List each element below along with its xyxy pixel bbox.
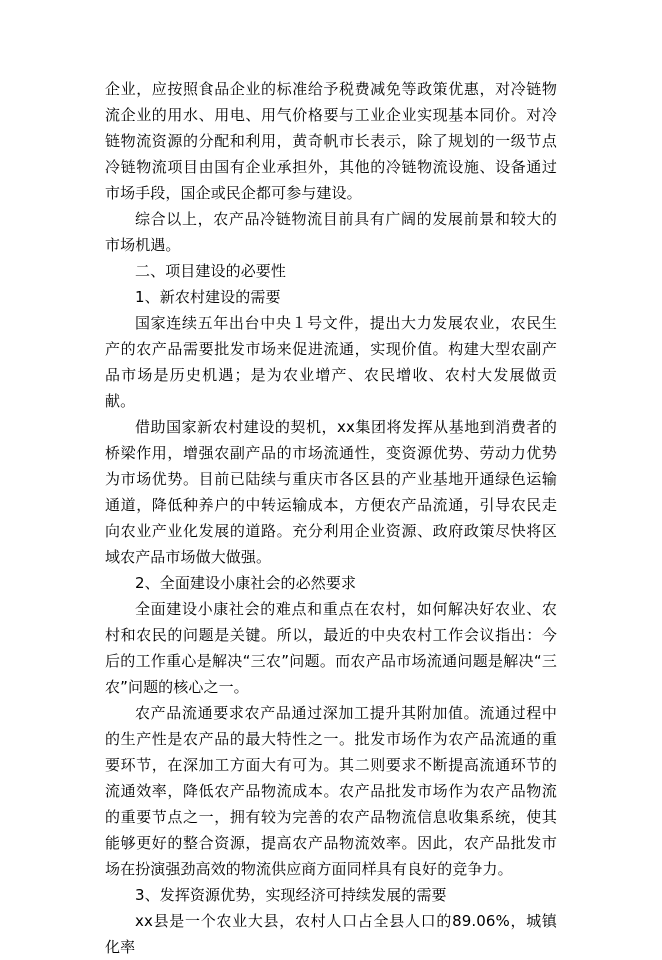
paragraph-summary: 综合以上，农产品冷链物流目前具有广阔的发展前景和较大的市场机遇。 [105,210,557,254]
paragraph-three-rural-issues: 全面建设小康社会的难点和重点在农村，如何解决好农业、农村和农民的问题是关键。所以，最近的中央农村工作会议指出：今后的工作重心是解决“三农”问题。而农产品市场流通问题是解决“三农”问题的核心之一。 [105,600,557,696]
paragraph-circulation-requirements: 农产品流通要求农产品通过深加工提升其附加值。流通过程中的生产性是农产品的最大特性之一。批发市场作为农产品流通的重要环节，在深加工方面大有可为。其二则要求不断提高流通环节的流通效率，降低农产品物流成本。农产品批发市场作为农产品物流的重要节点之一，拥有较为完善的农产品物流信息收集系统，使其能够更好的整合资源，提高农产品物流效率。因此，农产品批发市场在扮演强劲高效的物流供应商方面同样具有良好的竞争力。 [105,704,557,878]
subheading-resource-advantage: 3、发挥资源优势，实现经济可持续发展的需要 [135,886,447,904]
paragraph-continuation: 企业，应按照食品企业的标准给予税费减免等政策优惠，对冷链物流企业的用水、用电、用气价格要与工业企业实现基本同价。对冷链物流资源的分配和利用，黄奇帆市长表示，除了规划的一级节点冷链物流项目由国有企业承担外，其他的冷链物流设施、设备通过市场手段，国企或民企都可参与建设。 [105,80,557,202]
subheading-xiaokang: 2、全面建设小康社会的必然要求 [135,574,357,592]
paragraph-county-population: xx县是一个农业大县，农村人口占全县人口的89.06%，城镇化率 [105,912,557,956]
section-heading-necessity: 二、项目建设的必要性 [135,262,287,280]
subheading-new-countryside: 1、新农村建设的需要 [135,288,281,306]
paragraph-central-document: 国家连续五年出台中央１号文件，提出大力发展农业，农民生产的农产品需要批发市场来促进流通，实现价值。构建大型农副产品市场是历史机遇；是为农业增产、农民增收、农村大发展做贡献。 [105,314,557,410]
paragraph-group-role: 借助国家新农村建设的契机，xx集团将发挥从基地到消费者的桥梁作用，增强农副产品的市场流通性，变资源优势、劳动力优势为市场优势。目前已陆续与重庆市各区县的产业基地开通绿色运输通道，降低种养户的中转运输成本，方便农产品流通，引导农民走向农业产业化发展的道路。充分利用企业资源、政府政策尽快将区域农产品市场做大做强。 [105,418,557,566]
document-body [105,76,557,960]
